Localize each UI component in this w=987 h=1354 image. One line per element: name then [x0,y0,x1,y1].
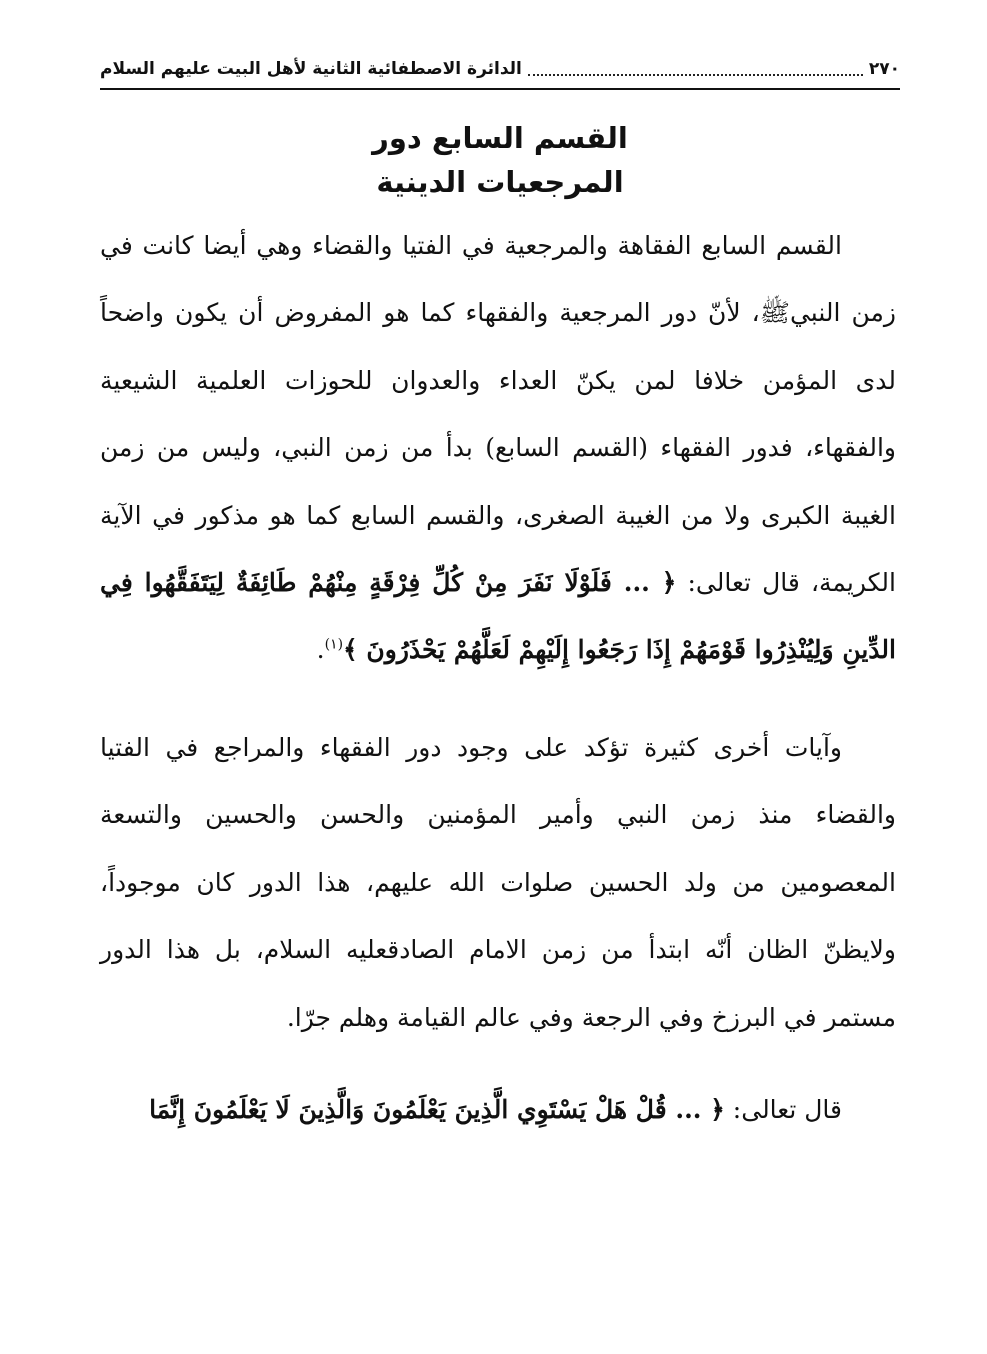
header-rule [100,88,900,90]
quran-verse-1: ﴿ ... فَلَوْلَا نَفَرَ مِنْ كُلِّ فِرْقَةٍ مِنْهُمْ طَائِفَةٌ لِيَتَفَقَّهُوا فِي الدِّينِ وَلِيُنْذِرُوا قَوْمَهُمْ إِذَا رَجَعُوا إِلَيْهِمْ لَعَلَّهُمْ يَحْذَرُونَ ﴾ [100,568,896,665]
paragraph-3-text: قال تعالى: [724,1095,842,1124]
running-header [100,56,900,82]
section-title-line1: القسم السابع دور [372,121,628,155]
footnote-marker[interactable]: (١) [324,637,344,654]
paragraph-2-text: وآيات أخرى كثيرة تؤكد على وجود دور الفقهاء والمراجع في الفتيا والقضاء منذ زمن النبي وأمير المؤمنين والحسن والحسين والتسعة المعصومين من ولد الحسين صلوات الله عليهم، هذا الدور كان موجوداً، ولايظنّ الظان أنّه ابتدأ من زمن الامام الصادقعليه السلام، بل هذا الدور مستمر في البرزخ وفي الرجعة وفي عالم القيامة وهلم جرّا. [100,733,896,1032]
header-dot-leader [528,62,863,76]
paragraph-1-end: . [316,635,325,665]
quran-verse-2: ﴿ ... قُلْ هَلْ يَسْتَوِي الَّذِينَ يَعْلَمُونَ وَالَّذِينَ لَا يَعْلَمُونَ إِنَّمَا [149,1095,725,1124]
paragraph-3 [100,1076,896,1143]
paragraph-1 [100,212,896,684]
section-title-line2: المرجعيات الدينية [376,165,624,199]
page-number: ٢٧٠ [868,59,900,79]
running-title: الدائرة الاصطفائية الثانية لأهل البيت عليهم السلام [100,59,522,79]
paragraph-2 [100,714,896,1051]
paragraph-1-text: القسم السابع الفقاهة والمرجعية في الفتيا والقضاء وهي أيضا كانت في زمن النبيﷺ، لأنّ دور المرجعية والفقهاء كما هو المفروض أن يكون واضحاً لدى المؤمن خلافا لمن يكنّ العداء والعدوان للحوزات العلمية الشيعية والفقهاء، فدور الفقهاء (القسم السابع) بدأ من زمن النبي، وليس من زمن الغيبة الكبرى ولا من الغيبة الصغرى، والقسم السابع كما هو مذكور في الآية الكريمة، قال تعالى: [100,231,896,598]
